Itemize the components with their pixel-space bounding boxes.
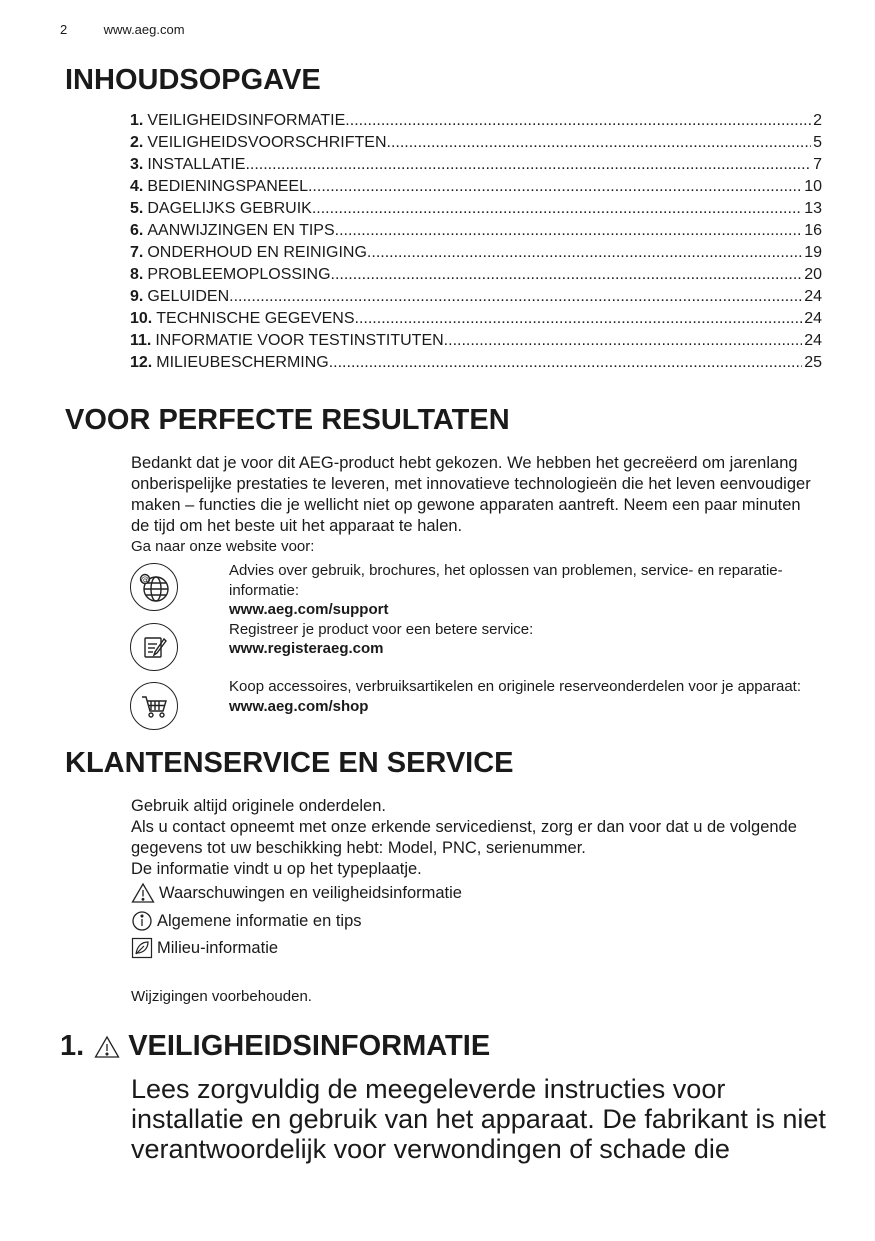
toc-entry-page: 16: [804, 222, 822, 239]
toc-entry-number: 3.: [130, 156, 144, 173]
page-number: 2: [60, 22, 68, 37]
service-line-2: Als u contact opneemt met onze erkende servicedienst, zorg er dan voor dat u de volgende gegevens tot uw beschikking hebt: Model, PNC, serienummer.: [131, 818, 797, 857]
shop-link[interactable]: www.aeg.com/shop: [229, 697, 369, 715]
toc-entry-label: INFORMATIE VOOR TESTINSTITUTEN: [155, 332, 444, 349]
toc-entry-number: 10.: [130, 310, 153, 327]
toc-entry-number: 12.: [130, 354, 153, 371]
info-legend: [131, 910, 362, 932]
toc-entry-number: 4.: [130, 178, 144, 195]
toc-entry[interactable]: [130, 242, 822, 264]
toc-dot-leader: [387, 132, 812, 154]
toc-entry-label: DAGELIJKS GEBRUIK: [147, 200, 312, 217]
toc-entry-page: 5: [813, 134, 822, 151]
service-title: KLANTENSERVICE EN SERVICE: [65, 747, 514, 779]
toc-entry-label: VEILIGHEIDSVOORSCHRIFTEN: [147, 134, 387, 151]
toc-entry[interactable]: [130, 264, 822, 286]
environment-legend: [131, 937, 278, 959]
toc-entry-label: INSTALLATIE: [147, 156, 246, 173]
toc-entry-page: 24: [804, 332, 822, 349]
toc-dot-leader: [444, 330, 803, 352]
toc-entry[interactable]: [130, 352, 822, 374]
register-link[interactable]: www.registeraeg.com: [229, 640, 384, 657]
toc-entry-page: 20: [804, 266, 822, 283]
toc-entry-number: 9.: [130, 288, 144, 305]
toc-dot-leader: [335, 220, 803, 242]
service-text: [131, 796, 821, 880]
section-1-text: Lees zorgvuldig de meegeleverde instructies voor installatie en gebruik van het apparaat. De fabrikant is niet verantwoordelijk voor verwondingen of schade die: [131, 1074, 826, 1164]
section-1-title: [60, 1030, 490, 1063]
toc-entry[interactable]: [130, 176, 822, 198]
website-prompt: Ga naar onze website voor:: [131, 538, 315, 555]
globe-icon: [130, 563, 178, 611]
support-block: [229, 561, 809, 659]
toc-entry-number: 11.: [130, 332, 152, 349]
shop-text: Koop accessoires, verbruiksartikelen en originele reserveonderdelen voor je apparaat:: [229, 678, 801, 695]
toc-entry-label: GELUIDEN: [147, 288, 230, 305]
warning-icon: [94, 1035, 120, 1059]
toc-entry-number: 1.: [130, 112, 144, 129]
register-form-icon: [130, 623, 178, 671]
toc-entry-label: ONDERHOUD EN REINIGING: [147, 244, 367, 261]
toc-dot-leader: [367, 242, 802, 264]
info-icon: [131, 910, 153, 932]
shop-block: [229, 677, 809, 716]
toc-entry-page: 25: [804, 354, 822, 371]
register-text: Registreer je product voor een betere service:: [229, 620, 534, 638]
toc-entry[interactable]: [130, 154, 822, 176]
header-website: www.aeg.com: [103, 22, 185, 37]
warning-label: Waarschuwingen en veiligheidsinformatie: [159, 883, 462, 902]
toc-entry-page: 7: [813, 156, 822, 173]
toc-entry-number: 7.: [130, 244, 144, 261]
leaf-icon: [131, 937, 153, 959]
table-of-contents: [130, 110, 822, 374]
results-title: VOOR PERFECTE RESULTATEN: [65, 404, 510, 436]
toc-entry-number: 5.: [130, 200, 144, 217]
toc-dot-leader: [345, 110, 811, 132]
toc-title: INHOUDSOPGAVE: [65, 64, 321, 96]
service-line-3: De informatie vindt u op het typeplaatje.: [131, 860, 422, 878]
toc-dot-leader: [312, 198, 802, 220]
toc-entry[interactable]: [130, 330, 822, 352]
warning-icon: [131, 882, 155, 904]
toc-entry-page: 13: [804, 200, 822, 217]
changes-note: Wijzigingen voorbehouden.: [131, 988, 312, 1005]
toc-entry[interactable]: [130, 198, 822, 220]
page-header: [60, 22, 185, 37]
environment-label: Milieu-informatie: [157, 938, 279, 957]
toc-entry-page: 24: [804, 288, 822, 305]
toc-entry-number: 6.: [130, 222, 144, 239]
toc-entry-number: 2.: [130, 134, 144, 151]
toc-entry-label: BEDIENINGSPANEEL: [147, 178, 308, 195]
toc-entry[interactable]: [130, 308, 822, 330]
toc-dot-leader: [355, 308, 803, 330]
results-intro: Bedankt dat je voor dit AEG-product hebt gekozen. We hebben het gecreëerd om jarenlang onberispelijke prestaties te leveren, met innovatieve technologieën die het leven eenvoudiger maken – functies die je wellicht niet op gewone apparaten aantreft. Neem een paar minuten de tijd om het beste uit het apparaat te halen.: [131, 454, 811, 535]
toc-entry-label: TECHNISCHE GEGEVENS: [156, 310, 355, 327]
toc-entry[interactable]: [130, 132, 822, 154]
section-1-heading: VEILIGHEIDSINFORMATIE: [128, 1030, 491, 1062]
toc-entry-label: AANWIJZINGEN EN TIPS: [147, 222, 335, 239]
toc-entry-page: 24: [804, 310, 822, 327]
toc-entry-page: 10: [804, 178, 822, 195]
shopping-cart-icon: [130, 682, 178, 730]
service-line-1: Gebruik altijd originele onderdelen.: [131, 797, 386, 815]
support-link[interactable]: www.aeg.com/support: [229, 601, 389, 618]
toc-entry-page: 19: [804, 244, 822, 261]
toc-entry-label: VEILIGHEIDSINFORMATIE: [147, 112, 346, 129]
svg-text:@: @: [141, 575, 149, 584]
toc-entry-label: MILIEUBESCHERMING: [156, 354, 329, 371]
toc-entry[interactable]: [130, 220, 822, 242]
toc-dot-leader: [329, 352, 802, 374]
toc-entry[interactable]: [130, 110, 822, 132]
toc-dot-leader: [331, 264, 803, 286]
toc-entry[interactable]: [130, 286, 822, 308]
section-1-number: 1.: [60, 1030, 85, 1062]
toc-dot-leader: [245, 154, 811, 176]
warning-legend: [131, 882, 462, 904]
toc-entry-number: 8.: [130, 266, 144, 283]
toc-entry-label: PROBLEEMOPLOSSING: [147, 266, 331, 283]
toc-dot-leader: [308, 176, 802, 198]
info-label: Algemene informatie en tips: [157, 911, 362, 930]
toc-entry-page: 2: [813, 112, 822, 129]
support-text: Advies over gebruik, brochures, het oplossen van problemen, service- en reparatie-informatie:: [229, 562, 783, 599]
toc-dot-leader: [229, 286, 802, 308]
